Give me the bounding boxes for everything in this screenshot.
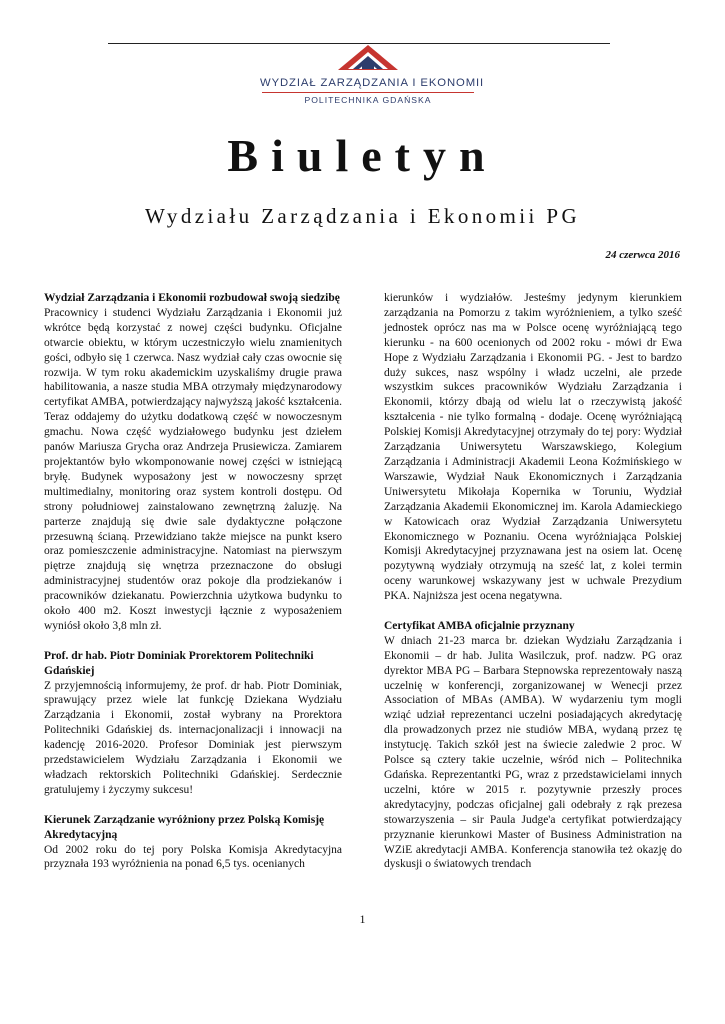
logo-divider xyxy=(262,92,474,93)
article-heading: Wydział Zarządzania i Ekonomii rozbudował swoją siedzibę xyxy=(44,292,340,304)
article-body: Z przyjemnością informujemy, że prof. dr hab. Piotr Dominiak, sprawujący przez wiele lat funkcję Dziekana Wydziału Zarządzania i Ekonomii, został wybrany na Prorektora Politechniki Gdańskiej ds. internacjonalizacji i innowacji na kadencję 2016-2020. Profesor Dominiak jest pierwszym przedstawicielem Wydziału Zarządzania i Ekonomii we władzach rektorskich Politechniki Gdańskiej. Serdecznie gratulujemy i życzymy sukcesu! xyxy=(44,679,342,796)
page-number: 1 xyxy=(359,912,366,926)
article-body: Od 2002 roku do tej pory Polska Komisja Akredytacyjna przyznała 193 wyróżnienia na ponad 6,5 tys. ocenianych xyxy=(44,843,342,871)
bulletin-subtitle: Wydziału Zarządzania i Ekonomii PG xyxy=(144,204,581,228)
article-body: W dniach 21-23 marca br. dziekan Wydziału Zarządzania i Ekonomii – dr hab. Julita Wasilczuk, prof. nadzw. PG oraz dyrektor MBA PG – Barbara Stepnowska reprezentowały naszą uczelnię w konferencji, zorganizowanej w Wenecji przez Association of MBAs (AMBA). W wydarzeniu tym mogli wziąć udział reprezentanci uczelni posiadających akredytację dla prowadzonych przez nie studiów MBA, wydaną przez tę instytucję. Takich szkół jest na świecie zaledwie 2 proc. W Polsce są cztery takie uczelnie, wśród nich – Politechnika Gdańska. Reprezentantki PG, wraz z przedstawicielami innych uczelni, które w 2015 r. pozytywnie przeszły proces akredytacyjny, podczas oficjalnej gali odebrały z rąk prezesa stowarzyszenia – sir Paula Judge'a certyfikat potwierdzający przyznanie kierunkowi Master of Business Administration na WZiE akredytacji AMBA. Konferencja stanowiła też okazję do dyskusji o światowych trendach xyxy=(384,634,682,871)
bulletin-title: Biuletyn xyxy=(227,130,498,181)
university-name: POLITECHNIKA GDAŃSKA xyxy=(304,95,432,105)
faculty-name: WYDZIAŁ ZARZĄDZANIA I EKONOMII xyxy=(260,77,485,89)
right-column xyxy=(384,291,682,872)
faculty-logo-mark-icon xyxy=(336,44,400,74)
issue-date: 24 czerwca 2016 xyxy=(605,249,680,261)
faculty-logo xyxy=(260,44,485,105)
article-heading: Kierunek Zarządzanie wyróżniony przez Polską Komisję Akredytacyjną xyxy=(44,813,325,841)
article-body: Pracownicy i studenci Wydziału Zarządzania i Ekonomii już wkrótce będą korzystać z nowej części budynku. Oficjalne otwarcie obiektu, w którym uczestniczyło wielu znamienitych gości, odbyło się 1 czerwca. Nasz wydział cały czas owocnie się rozwija. W tym roku akademickim uzyskaliśmy drugie prawa habilitowania, a nasze studia MBA otrzymały międzynarodowy certyfikat AMBA, potwierdzający najwyższą jakość kształcenia. Teraz oddajemy do użytku dodatkową część w nowoczesnym gmachu. Nowa część wydziałowego budynku jest dziełem panów Mariusza Grycha oraz Andrzeja Prusiewicza. Zamiarem projektantów było wkomponowanie nowej części w istniejącą bryłę. Budynek wyposażony jest w nowoczesny sprzęt multimedialny, monitoring oraz system kontroli dostępu. Od strony południowej zainstalowano zewnętrzną żaluzję. Na parterze znajdują się dwie sale dydaktyczne połączone przesuwną ścianą. Przewidziano także miejsce na punkt ksero oraz pomieszczenie administracyjne. Natomiast na pierwszym piętrze znajdują się wnętrza przeznaczone do obsługi administracyjnej studentów oraz pokoje dla prodziekanów i pracowników dziekanatu. Powierzchnia użytkowa budynku to około 400 m2. Koszt inwestycji łącznie z wyposażeniem wyniósł około 3,8 mln zł. xyxy=(44,306,342,632)
article-heading: Prof. dr hab. Piotr Dominiak Prorektorem Politechniki Gdańskiej xyxy=(44,649,314,677)
article-body-continued: kierunków i wydziałów. Jesteśmy jedynym kierunkiem zarządzania na Pomorzu z takim wyróżnieniem, a tylko sześć jednostek oprócz nas ma w Polsce ocenę wyróżniającą tego kierunku - na 600 ocenionych od 2002 roku - mówi dr Ewa Hope z Wydziału Zarządzania i Ekonomii PG. - Jest to bardzo duży sukces, nasz wspólny i władz uczelni, ale przede wszystkim sukces pracowników Wydziału Zarządzania i Ekonomii, którzy dbają od wielu lat o rzeczywistą jakość kształcenia - nie tylko formalną - dodaje. Ocenę wyróżniającą Polskiej Komisji Akredytacyjnej otrzymały do tej pory: Wydział Zarządzania Uniwersytetu Warszawskiego, Kolegium Zarządzania i Administracji Akademii Leona Koźmińskiego w Warszawie, Wydział Nauk Ekonomicznych i Zarządzania Uniwersytetu Mikołaja Kopernika w Toruniu, Wydział Zarządzania Akademii Ekonomicznej im. Karola Adamieckiego w Katowicach oraz Wydział Zarządzania Uniwersytetu Ekonomicznego w Poznaniu. Ocena wyróżniająca Polskiej Komisji Akredytacyjnej przyznawana jest na osiem lat. Ocenę pozytywną wydziały otrzymują na sześć lat, z kolei termin oceny warunkowej wskazywany jest w uchwale Prezydium PKA. Najniższa jest ocena negatywna. xyxy=(384,292,682,603)
article-heading: Certyfikat AMBA oficjalnie przyznany xyxy=(384,619,575,632)
left-column xyxy=(44,291,342,872)
